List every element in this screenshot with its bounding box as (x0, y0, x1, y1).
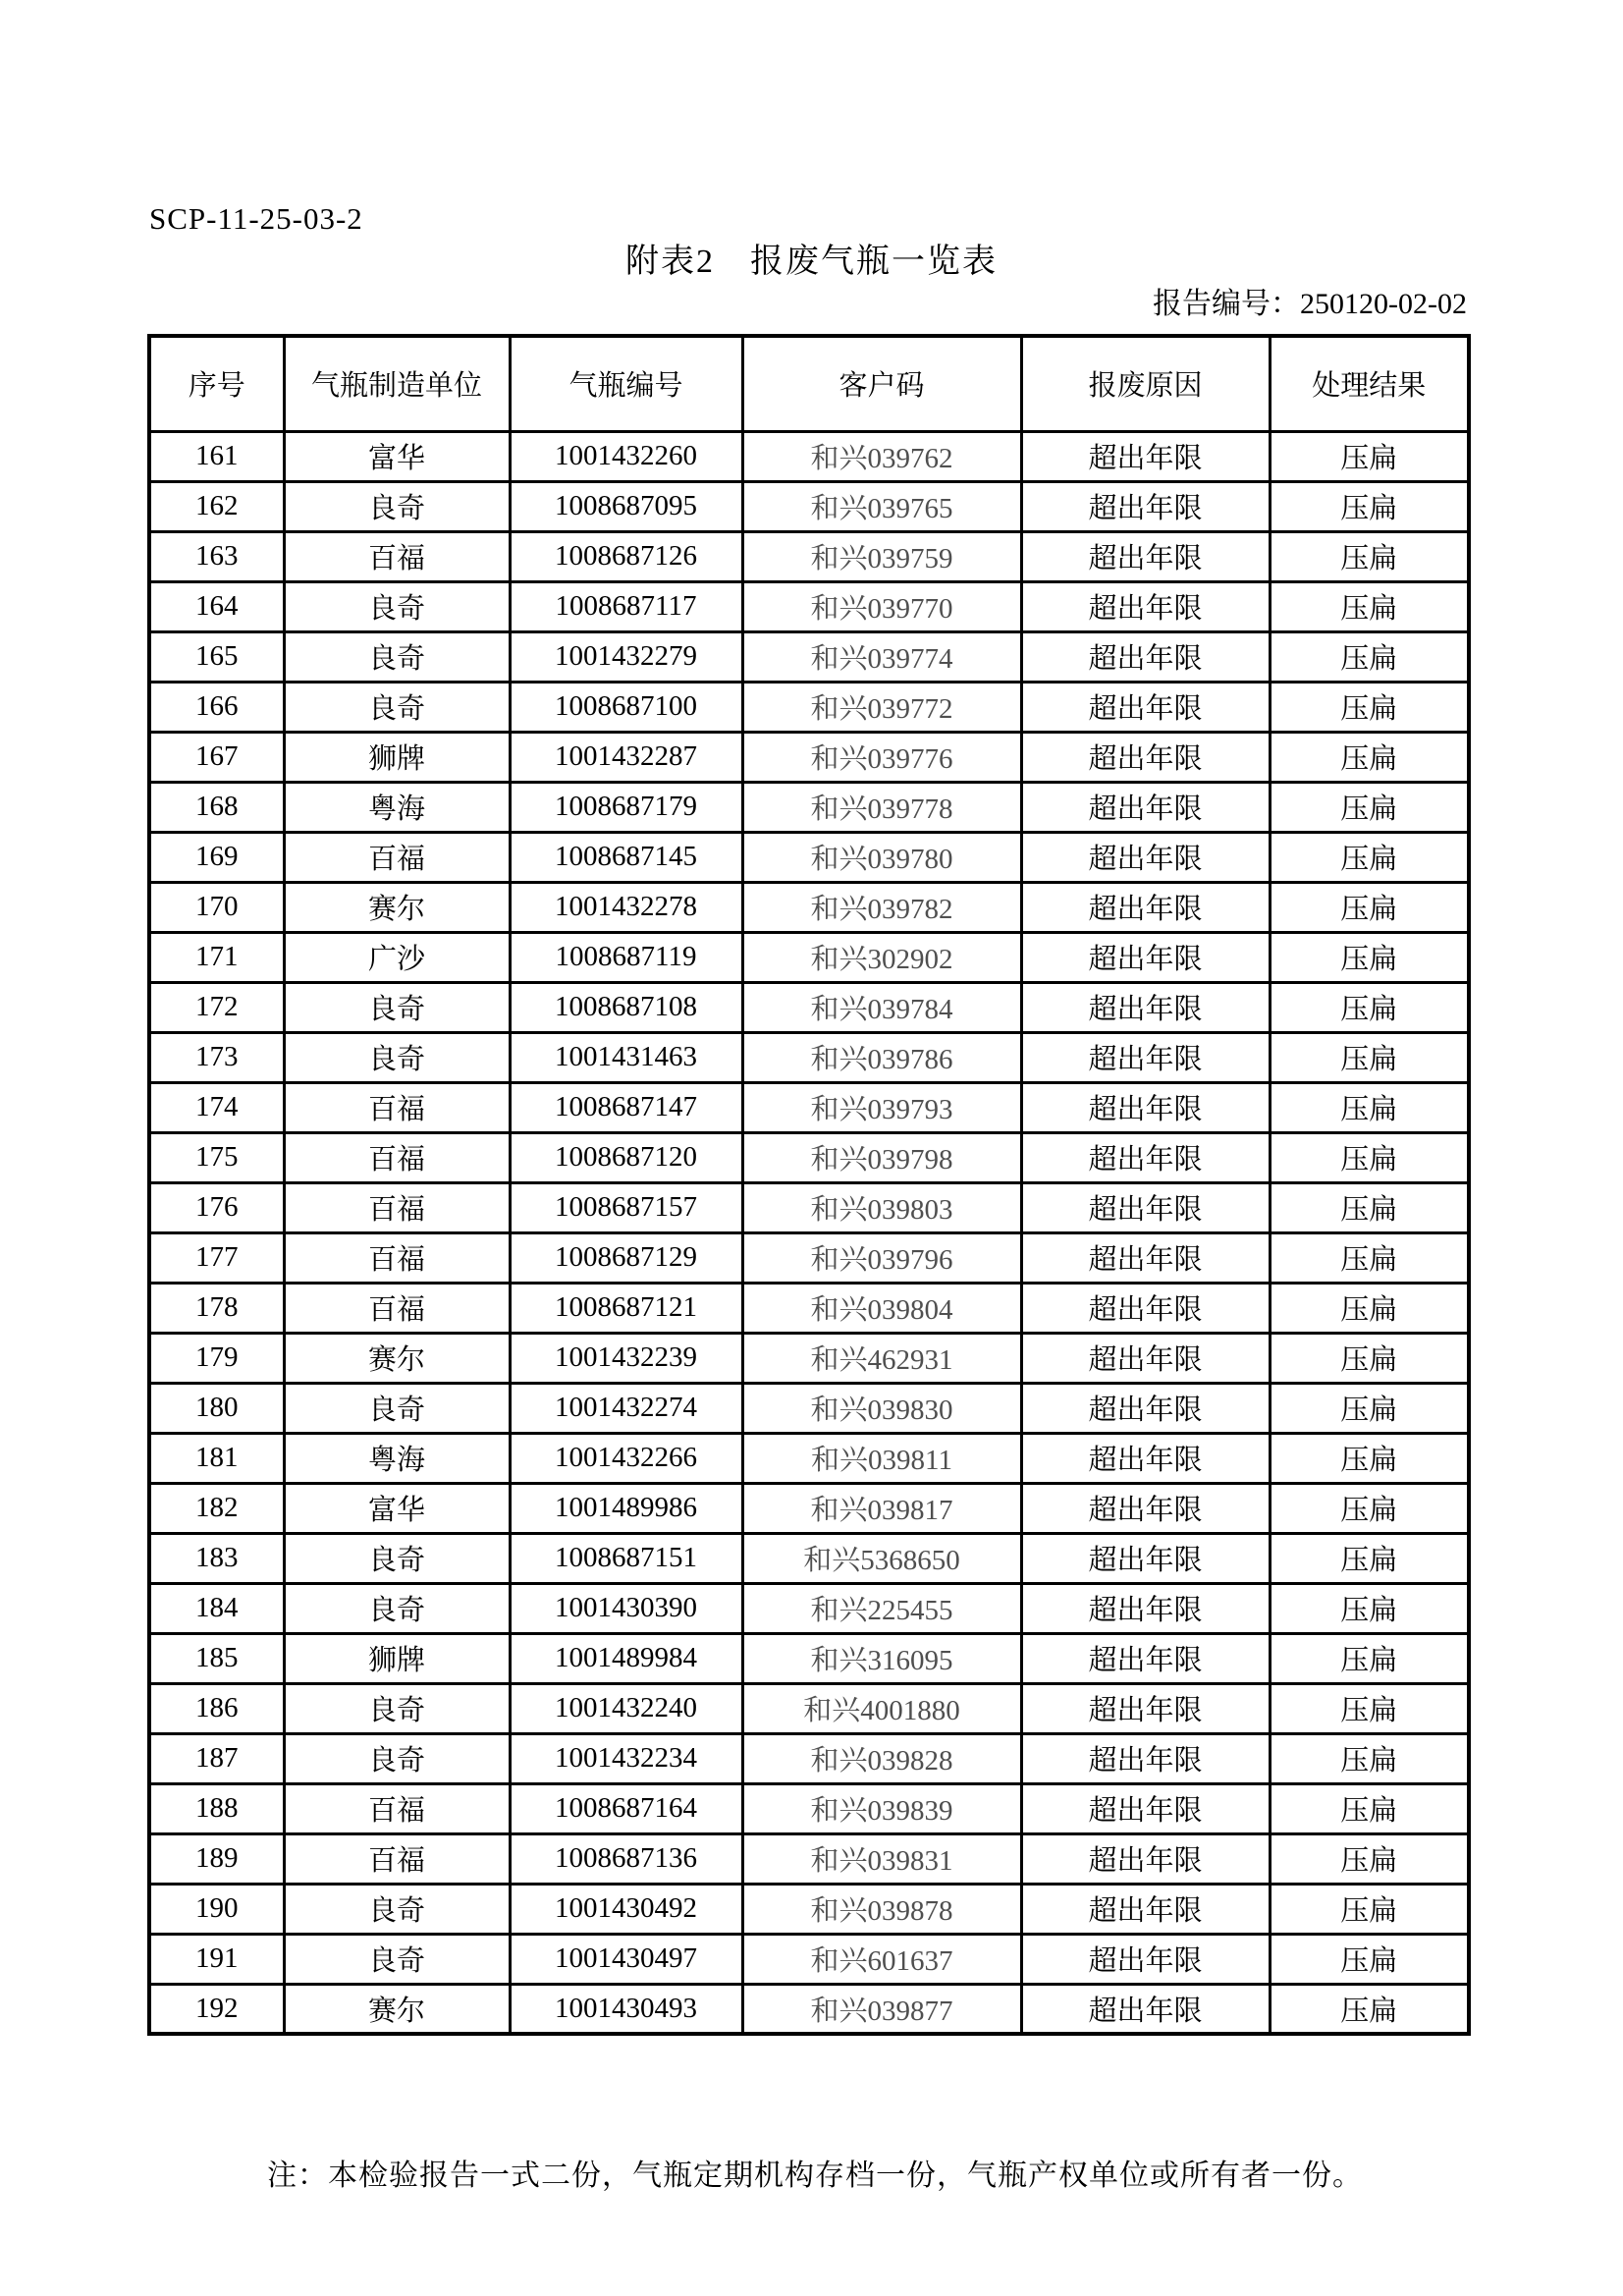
cell-cylinder-no: 1008687121 (510, 1283, 742, 1333)
table-row (149, 431, 1469, 481)
table-row (149, 1783, 1469, 1833)
cell-disposal-result: 压扁 (1270, 1333, 1469, 1383)
table-header-row (149, 336, 1469, 431)
cell-disposal-result: 压扁 (1270, 832, 1469, 882)
table-row (149, 1833, 1469, 1884)
table-row (149, 1934, 1469, 1984)
cell-disposal-result: 压扁 (1270, 732, 1469, 782)
cell-cylinder-no: 1001430493 (510, 1984, 742, 2034)
cell-scrap-reason: 超出年限 (1021, 431, 1270, 481)
cell-disposal-result: 压扁 (1270, 1283, 1469, 1333)
table-row (149, 1082, 1469, 1132)
table-row (149, 1583, 1469, 1633)
cell-serial: 174 (149, 1082, 284, 1132)
cell-cylinder-no: 1001432234 (510, 1733, 742, 1783)
cell-manufacturer: 百福 (284, 1082, 510, 1132)
cell-manufacturer: 百福 (284, 1783, 510, 1833)
cell-manufacturer: 良奇 (284, 1683, 510, 1733)
cell-serial: 186 (149, 1683, 284, 1733)
cell-serial: 187 (149, 1733, 284, 1783)
table-row (149, 531, 1469, 581)
cell-cylinder-no: 1008687120 (510, 1132, 742, 1182)
cell-cylinder-no: 1008687100 (510, 682, 742, 732)
cell-manufacturer: 良奇 (284, 631, 510, 682)
cell-scrap-reason: 超出年限 (1021, 1833, 1270, 1884)
cell-scrap-reason: 超出年限 (1021, 1984, 1270, 2034)
cell-manufacturer: 富华 (284, 431, 510, 481)
cell-serial: 184 (149, 1583, 284, 1633)
cell-scrap-reason: 超出年限 (1021, 1383, 1270, 1433)
cell-disposal-result: 压扁 (1270, 1132, 1469, 1182)
cell-scrap-reason: 超出年限 (1021, 1884, 1270, 1934)
cell-manufacturer: 良奇 (284, 1032, 510, 1082)
cell-cylinder-no: 1001430390 (510, 1583, 742, 1633)
cell-serial: 178 (149, 1283, 284, 1333)
table-row (149, 581, 1469, 631)
cell-serial: 192 (149, 1984, 284, 2034)
cell-customer-code: 和兴039877 (742, 1984, 1021, 2034)
cell-manufacturer: 粤海 (284, 1433, 510, 1483)
table-row (149, 1032, 1469, 1082)
cell-customer-code: 和兴4001880 (742, 1683, 1021, 1733)
cell-scrap-reason: 超出年限 (1021, 1783, 1270, 1833)
cell-scrap-reason: 超出年限 (1021, 1182, 1270, 1232)
cell-cylinder-no: 1001489984 (510, 1633, 742, 1683)
cell-disposal-result: 压扁 (1270, 1533, 1469, 1583)
cell-customer-code: 和兴039776 (742, 732, 1021, 782)
cell-scrap-reason: 超出年限 (1021, 1132, 1270, 1182)
cell-customer-code: 和兴039878 (742, 1884, 1021, 1934)
cell-cylinder-no: 1001432266 (510, 1433, 742, 1483)
cell-scrap-reason: 超出年限 (1021, 1433, 1270, 1483)
cell-customer-code: 和兴039804 (742, 1283, 1021, 1333)
cell-customer-code: 和兴039798 (742, 1132, 1021, 1182)
table-row (149, 832, 1469, 882)
cell-serial: 167 (149, 732, 284, 782)
table-row (149, 982, 1469, 1032)
cell-disposal-result: 压扁 (1270, 1633, 1469, 1683)
table-row (149, 631, 1469, 682)
cell-customer-code: 和兴039770 (742, 581, 1021, 631)
cell-serial: 176 (149, 1182, 284, 1232)
cell-manufacturer: 百福 (284, 1283, 510, 1333)
cell-manufacturer: 百福 (284, 1232, 510, 1283)
cell-disposal-result: 压扁 (1270, 481, 1469, 531)
header-scrap-reason: 报废原因 (1021, 336, 1270, 431)
cell-cylinder-no: 1001432260 (510, 431, 742, 481)
cell-manufacturer: 狮牌 (284, 732, 510, 782)
cell-customer-code: 和兴225455 (742, 1583, 1021, 1633)
cell-disposal-result: 压扁 (1270, 982, 1469, 1032)
cell-scrap-reason: 超出年限 (1021, 1934, 1270, 1984)
cell-cylinder-no: 1008687117 (510, 581, 742, 631)
cell-manufacturer: 粤海 (284, 782, 510, 832)
table-row (149, 1333, 1469, 1383)
cell-cylinder-no: 1001430492 (510, 1884, 742, 1934)
cell-scrap-reason: 超出年限 (1021, 1032, 1270, 1082)
cell-cylinder-no: 1001432239 (510, 1333, 742, 1383)
cell-serial: 181 (149, 1433, 284, 1483)
header-customer-code: 客户码 (742, 336, 1021, 431)
cell-scrap-reason: 超出年限 (1021, 732, 1270, 782)
cell-cylinder-no: 1008687145 (510, 832, 742, 882)
cell-cylinder-no: 1008687147 (510, 1082, 742, 1132)
cell-manufacturer: 广沙 (284, 932, 510, 982)
cell-disposal-result: 压扁 (1270, 882, 1469, 932)
cell-serial: 170 (149, 882, 284, 932)
cell-manufacturer: 百福 (284, 1833, 510, 1884)
cell-cylinder-no: 1008687126 (510, 531, 742, 581)
cell-disposal-result: 压扁 (1270, 1583, 1469, 1633)
report-number: 报告编号：250120-02-02 (1153, 288, 1467, 320)
doc-code: SCP-11-25-03-2 (149, 201, 363, 236)
cell-manufacturer: 百福 (284, 531, 510, 581)
table-row (149, 1383, 1469, 1433)
cell-customer-code: 和兴039780 (742, 832, 1021, 882)
cell-disposal-result: 压扁 (1270, 531, 1469, 581)
cell-customer-code: 和兴316095 (742, 1633, 1021, 1683)
cell-customer-code: 和兴601637 (742, 1934, 1021, 1984)
cell-disposal-result: 压扁 (1270, 1032, 1469, 1082)
cell-serial: 179 (149, 1333, 284, 1383)
cell-disposal-result: 压扁 (1270, 1082, 1469, 1132)
cell-serial: 175 (149, 1132, 284, 1182)
cell-disposal-result: 压扁 (1270, 1934, 1469, 1984)
cell-disposal-result: 压扁 (1270, 581, 1469, 631)
table-row (149, 1182, 1469, 1232)
cell-disposal-result: 压扁 (1270, 1232, 1469, 1283)
cell-scrap-reason: 超出年限 (1021, 882, 1270, 932)
cell-cylinder-no: 1008687119 (510, 932, 742, 982)
cell-scrap-reason: 超出年限 (1021, 1583, 1270, 1633)
cell-serial: 164 (149, 581, 284, 631)
cell-disposal-result: 压扁 (1270, 1383, 1469, 1433)
cell-scrap-reason: 超出年限 (1021, 481, 1270, 531)
cell-manufacturer: 良奇 (284, 1733, 510, 1783)
cell-serial: 182 (149, 1483, 284, 1533)
cell-customer-code: 和兴039796 (742, 1232, 1021, 1283)
cell-customer-code: 和兴039828 (742, 1733, 1021, 1783)
table-row (149, 1533, 1469, 1583)
cell-manufacturer: 良奇 (284, 1934, 510, 1984)
cell-disposal-result: 压扁 (1270, 1433, 1469, 1483)
cell-customer-code: 和兴039811 (742, 1433, 1021, 1483)
cell-disposal-result: 压扁 (1270, 1833, 1469, 1884)
table-row (149, 732, 1469, 782)
cell-customer-code: 和兴039793 (742, 1082, 1021, 1132)
cell-manufacturer: 赛尔 (284, 1333, 510, 1383)
cell-disposal-result: 压扁 (1270, 782, 1469, 832)
table-row (149, 1132, 1469, 1182)
cell-manufacturer: 良奇 (284, 481, 510, 531)
cell-serial: 172 (149, 982, 284, 1032)
scrap-cylinder-table (147, 334, 1471, 2036)
cell-scrap-reason: 超出年限 (1021, 932, 1270, 982)
cell-disposal-result: 压扁 (1270, 1884, 1469, 1934)
cell-manufacturer: 赛尔 (284, 882, 510, 932)
cell-cylinder-no: 1001432279 (510, 631, 742, 682)
cell-disposal-result: 压扁 (1270, 1984, 1469, 2034)
footnote: 注：本检验报告一式二份，气瓶定期机构存档一份，气瓶产权单位或所有者一份。 (267, 2159, 1363, 2192)
cell-disposal-result: 压扁 (1270, 682, 1469, 732)
cell-scrap-reason: 超出年限 (1021, 1683, 1270, 1733)
cell-scrap-reason: 超出年限 (1021, 1733, 1270, 1783)
cell-cylinder-no: 1001489986 (510, 1483, 742, 1533)
cell-disposal-result: 压扁 (1270, 1733, 1469, 1783)
cell-cylinder-no: 1008687095 (510, 481, 742, 531)
cell-serial: 168 (149, 782, 284, 832)
cell-serial: 191 (149, 1934, 284, 1984)
table-row (149, 1984, 1469, 2034)
cell-serial: 163 (149, 531, 284, 581)
cell-manufacturer: 良奇 (284, 1533, 510, 1583)
table-row (149, 1683, 1469, 1733)
cell-scrap-reason: 超出年限 (1021, 1633, 1270, 1683)
header-cylinder-no: 气瓶编号 (510, 336, 742, 431)
cell-serial: 169 (149, 832, 284, 882)
cell-customer-code: 和兴039784 (742, 982, 1021, 1032)
cell-scrap-reason: 超出年限 (1021, 1483, 1270, 1533)
cell-cylinder-no: 1001430497 (510, 1934, 742, 1984)
cell-customer-code: 和兴039786 (742, 1032, 1021, 1082)
table-row (149, 1483, 1469, 1533)
cell-cylinder-no: 1008687179 (510, 782, 742, 832)
cell-scrap-reason: 超出年限 (1021, 1232, 1270, 1283)
cell-customer-code: 和兴039778 (742, 782, 1021, 832)
cell-serial: 177 (149, 1232, 284, 1283)
cell-customer-code: 和兴039839 (742, 1783, 1021, 1833)
cell-serial: 171 (149, 932, 284, 982)
cell-scrap-reason: 超出年限 (1021, 832, 1270, 882)
cell-manufacturer: 狮牌 (284, 1633, 510, 1683)
cell-manufacturer: 赛尔 (284, 1984, 510, 2034)
page-title: 附表2 报废气瓶一览表 (625, 244, 998, 280)
cell-scrap-reason: 超出年限 (1021, 682, 1270, 732)
cell-scrap-reason: 超出年限 (1021, 631, 1270, 682)
cell-customer-code: 和兴039803 (742, 1182, 1021, 1232)
cell-cylinder-no: 1008687129 (510, 1232, 742, 1283)
cell-manufacturer: 百福 (284, 832, 510, 882)
cell-manufacturer: 良奇 (284, 682, 510, 732)
cell-serial: 188 (149, 1783, 284, 1833)
table-row (149, 1232, 1469, 1283)
cell-serial: 185 (149, 1633, 284, 1683)
table-row (149, 481, 1469, 531)
cell-cylinder-no: 1001432278 (510, 882, 742, 932)
cell-disposal-result: 压扁 (1270, 932, 1469, 982)
cell-scrap-reason: 超出年限 (1021, 782, 1270, 832)
header-manufacturer: 气瓶制造单位 (284, 336, 510, 431)
cell-disposal-result: 压扁 (1270, 631, 1469, 682)
cell-scrap-reason: 超出年限 (1021, 531, 1270, 581)
cell-scrap-reason: 超出年限 (1021, 581, 1270, 631)
table-row (149, 1733, 1469, 1783)
cell-cylinder-no: 1008687108 (510, 982, 742, 1032)
cell-scrap-reason: 超出年限 (1021, 1533, 1270, 1583)
cell-serial: 161 (149, 431, 284, 481)
cell-cylinder-no: 1001432274 (510, 1383, 742, 1433)
cell-scrap-reason: 超出年限 (1021, 982, 1270, 1032)
cell-customer-code: 和兴039817 (742, 1483, 1021, 1533)
cell-customer-code: 和兴039782 (742, 882, 1021, 932)
cell-cylinder-no: 1008687157 (510, 1182, 742, 1232)
table-row (149, 1283, 1469, 1333)
cell-disposal-result: 压扁 (1270, 1683, 1469, 1733)
table-row (149, 782, 1469, 832)
cell-serial: 183 (149, 1533, 284, 1583)
cell-disposal-result: 压扁 (1270, 1783, 1469, 1833)
cell-disposal-result: 压扁 (1270, 1483, 1469, 1533)
table-row (149, 1884, 1469, 1934)
cell-cylinder-no: 1001432240 (510, 1683, 742, 1733)
cell-customer-code: 和兴039762 (742, 431, 1021, 481)
cell-manufacturer: 富华 (284, 1483, 510, 1533)
cell-customer-code: 和兴039772 (742, 682, 1021, 732)
cell-scrap-reason: 超出年限 (1021, 1283, 1270, 1333)
cell-manufacturer: 良奇 (284, 1583, 510, 1633)
cell-disposal-result: 压扁 (1270, 1182, 1469, 1232)
cell-serial: 189 (149, 1833, 284, 1884)
cell-manufacturer: 百福 (284, 1132, 510, 1182)
cell-customer-code: 和兴039759 (742, 531, 1021, 581)
table-row (149, 1633, 1469, 1683)
table-row (149, 932, 1469, 982)
cell-customer-code: 和兴039765 (742, 481, 1021, 531)
cell-scrap-reason: 超出年限 (1021, 1333, 1270, 1383)
cell-customer-code: 和兴5368650 (742, 1533, 1021, 1583)
table-row (149, 882, 1469, 932)
table-row (149, 1433, 1469, 1483)
cell-serial: 166 (149, 682, 284, 732)
cell-customer-code: 和兴039774 (742, 631, 1021, 682)
cell-cylinder-no: 1001431463 (510, 1032, 742, 1082)
header-disposal-result: 处理结果 (1270, 336, 1469, 431)
cell-disposal-result: 压扁 (1270, 431, 1469, 481)
table-row (149, 682, 1469, 732)
cell-customer-code: 和兴462931 (742, 1333, 1021, 1383)
cell-customer-code: 和兴039831 (742, 1833, 1021, 1884)
table-body (149, 431, 1469, 2034)
cell-manufacturer: 良奇 (284, 1383, 510, 1433)
cell-cylinder-no: 1008687164 (510, 1783, 742, 1833)
cell-serial: 180 (149, 1383, 284, 1433)
header-serial: 序号 (149, 336, 284, 431)
cell-scrap-reason: 超出年限 (1021, 1082, 1270, 1132)
cell-manufacturer: 百福 (284, 1182, 510, 1232)
cell-serial: 173 (149, 1032, 284, 1082)
cell-manufacturer: 良奇 (284, 982, 510, 1032)
cell-serial: 190 (149, 1884, 284, 1934)
cell-serial: 162 (149, 481, 284, 531)
cell-customer-code: 和兴302902 (742, 932, 1021, 982)
cell-cylinder-no: 1001432287 (510, 732, 742, 782)
cell-manufacturer: 良奇 (284, 1884, 510, 1934)
cell-cylinder-no: 1008687136 (510, 1833, 742, 1884)
cell-cylinder-no: 1008687151 (510, 1533, 742, 1583)
cell-serial: 165 (149, 631, 284, 682)
cell-customer-code: 和兴039830 (742, 1383, 1021, 1433)
cell-manufacturer: 良奇 (284, 581, 510, 631)
